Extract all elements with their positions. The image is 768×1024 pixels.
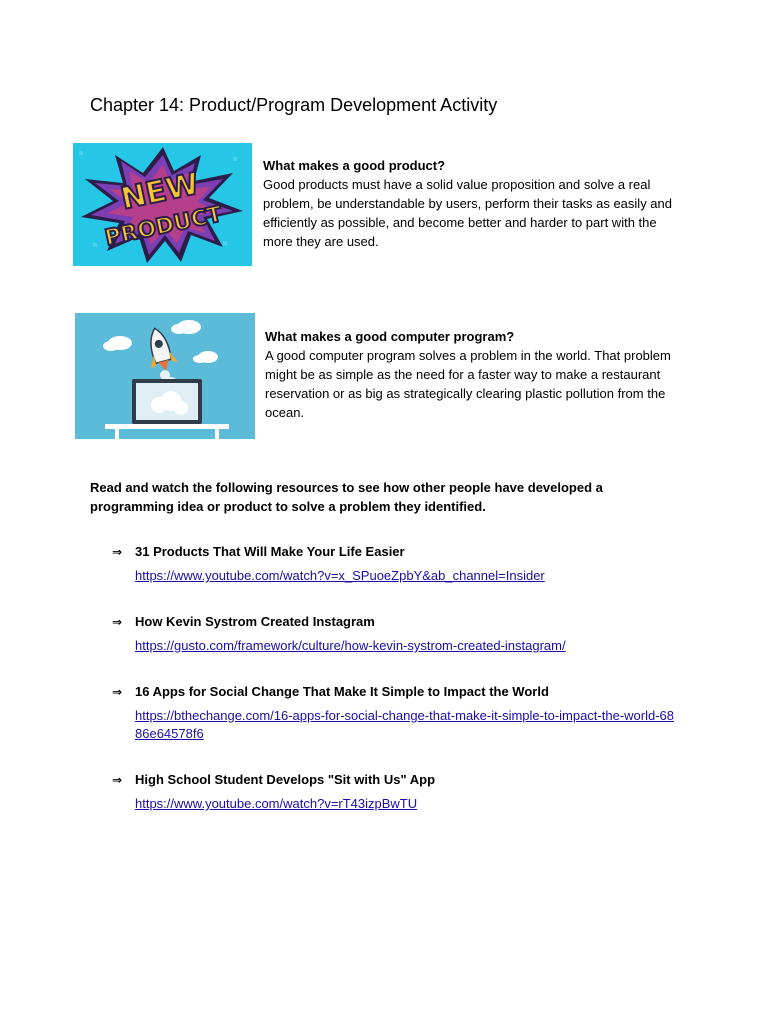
good-program-text <box>265 327 685 422</box>
good-program-heading: What makes a good computer program? <box>265 329 515 344</box>
svg-text:NEW: NEW <box>117 166 203 218</box>
rocket-laptop-image <box>75 313 255 439</box>
resources-instructions: Read and watch the following resources to see how other people have developed a programming idea or product to solve a problem they identified. <box>90 480 603 514</box>
page-title: Chapter 14: Product/Program Development Activity <box>90 95 498 115</box>
resource-link[interactable]: https://www.youtube.com/watch?v=rT43izpBwTU <box>135 796 418 811</box>
new-product-image <box>73 143 252 266</box>
resource-title: High School Student Develops "Sit with Us" App <box>135 772 436 787</box>
resource-item <box>112 543 682 587</box>
resource-item <box>112 683 682 745</box>
resource-title: How Kevin Systrom Created Instagram <box>135 614 375 629</box>
resource-title: 16 Apps for Social Change That Make It Simple to Impact the World <box>135 684 549 699</box>
good-program-body: A good computer program solves a problem in the world. That problem might be as simple as the need for a faster way to make a restaurant reservation or as big as strategically clearing plastic pollution from the ocean. <box>265 348 671 420</box>
arrow-right-icon: ⇒ <box>112 545 123 559</box>
resource-link[interactable]: https://bthechange.com/16-apps-for-social-change-that-make-it-simple-to-impact-the-world-6886e64578f6 <box>135 708 675 741</box>
resource-link[interactable]: https://www.youtube.com/watch?v=x_SPuoeZpbY&ab_channel=Insider <box>135 568 545 583</box>
resource-item <box>112 771 682 815</box>
new-product-burst-image <box>73 143 252 266</box>
arrow-right-icon: ⇒ <box>112 773 123 787</box>
rocket-laptop-image <box>75 313 255 439</box>
good-product-heading: What makes a good product? <box>263 158 446 173</box>
resource-link[interactable]: https://gusto.com/framework/culture/how-kevin-systrom-created-instagram/ <box>135 638 566 653</box>
good-program-section <box>0 313 768 440</box>
arrow-right-icon: ⇒ <box>112 685 123 699</box>
resource-title: 31 Products That Will Make Your Life Easier <box>135 544 405 559</box>
svg-text:PRODUCT: PRODUCT <box>102 202 225 252</box>
arrow-right-icon: ⇒ <box>112 615 123 629</box>
good-product-text <box>263 156 683 251</box>
good-product-section <box>0 143 768 267</box>
good-product-body: Good products must have a solid value proposition and solve a real problem, be understandable by users, perform their tasks as easily and efficiently as possible, and become better and harder to part with the more they are used. <box>263 177 672 249</box>
resource-item <box>112 613 682 657</box>
